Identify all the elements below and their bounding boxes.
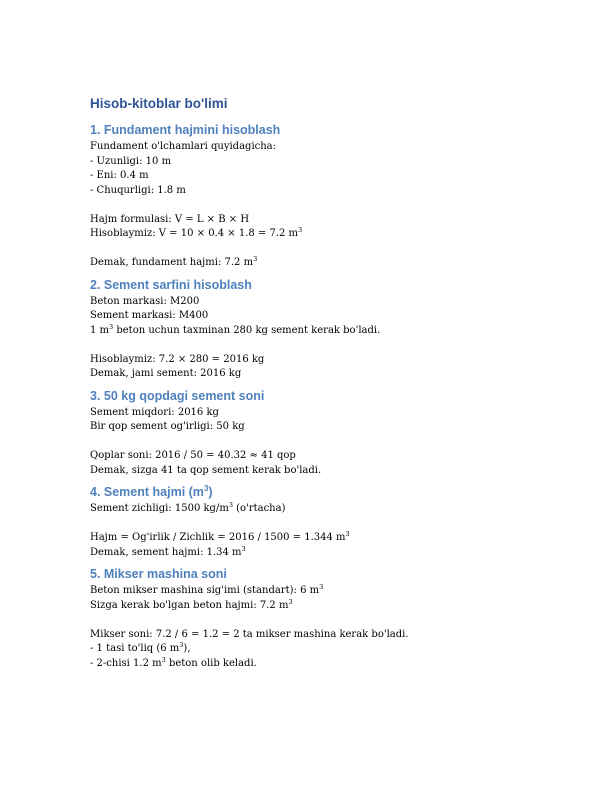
superscript-3: 3 bbox=[228, 501, 233, 509]
section-heading: 4. Sement hajmi $(m^3)$ bbox=[90, 484, 213, 499]
blank-line bbox=[90, 435, 530, 450]
superscript-3: 3 bbox=[253, 255, 258, 263]
body-line: Demak, sement hajmi: 1.34 $m^3$ bbox=[90, 544, 246, 558]
blank-line bbox=[90, 517, 530, 532]
body-line: Beton markasi: M200 bbox=[90, 295, 200, 307]
blank-line bbox=[90, 613, 530, 628]
superscript-3: 3 bbox=[298, 226, 303, 234]
superscript-3: 3 bbox=[109, 322, 114, 331]
superscript-3: 3 bbox=[345, 530, 350, 538]
body-line: Hajm = Og'irlik / Zichlik = 2016 / 1500 = 1.344 $m^3$ bbox=[90, 530, 350, 543]
section-4 bbox=[90, 485, 530, 560]
body-line: - 2-chisi 1.2 $m^3$ beton olib keladi. bbox=[90, 655, 257, 669]
body-line: Sement zichligi: 1500 $kg/m^3$ (o'rtacha) bbox=[90, 501, 286, 514]
superscript-3: 3 bbox=[319, 583, 324, 591]
body-line: Demak, fundament hajmi: 7.2 $m^3$ bbox=[90, 255, 258, 268]
blank-line bbox=[90, 242, 530, 257]
body-line: Sement markasi: M400 bbox=[90, 310, 209, 321]
body-line: Sizga kerak bo'lgan beton hajmi: 7.2 $m^3$ bbox=[90, 597, 293, 611]
body-line: Sement miqdori: 2016 kg bbox=[90, 406, 219, 418]
body-line: Hisoblaymiz: 7.2 × 280 = 2016 kg bbox=[90, 353, 265, 365]
blank-line bbox=[90, 198, 530, 213]
body-line: Demak, jami sement: 2016 kg bbox=[90, 368, 242, 379]
body-line: Hisoblaymiz: V = 10 × 0.4 × 1.8 = 7.2 $m^3$ bbox=[90, 226, 303, 239]
body-line: - 1 tasi to'liq (6 $m^3$), bbox=[90, 641, 191, 654]
body-line: Qoplar soni: 2016 / 50 = 40.32 ≈ 41 qop bbox=[90, 450, 296, 461]
body-line: - Uzunligi: 10 m bbox=[90, 155, 172, 167]
body-line: Mikser soni: 7.2 / 6 = 1.2 = 2 ta mikser mashina kerak bo'ladi. bbox=[90, 628, 409, 640]
body-line: Demak, sizga 41 ta qop sement kerak bo'ladi. bbox=[90, 464, 322, 476]
body-line: 1 $m^3$ beton uchun taxminan 280 kg sement kerak bo'ladi. bbox=[90, 322, 381, 336]
section-3 bbox=[90, 389, 530, 479]
superscript-3: 3 bbox=[161, 655, 166, 664]
section-heading: 2. Sement sarfini hisoblash bbox=[90, 277, 252, 292]
section-heading: 5. Mikser mashina soni bbox=[90, 567, 227, 581]
body-line: - Eni: 0.4 m bbox=[90, 170, 149, 181]
body-line: - Chuqurligi: 1.8 m bbox=[90, 184, 186, 196]
document-page bbox=[90, 96, 530, 678]
superscript-3: 3 bbox=[179, 641, 184, 649]
body-line: Fundament o'lchamlari quyidagicha: bbox=[90, 141, 277, 152]
section-heading: 1. Fundament hajmini hisoblash bbox=[90, 123, 281, 137]
section-5 bbox=[90, 567, 530, 671]
section-1 bbox=[90, 123, 530, 271]
superscript-3: 3 bbox=[288, 597, 293, 606]
body-line: Hajm formulasi: V = L × B × H bbox=[90, 213, 250, 225]
section-heading: 3. 50 kg qopdagi sement soni bbox=[90, 388, 265, 403]
document-title: Hisob-kitoblar bo'limi bbox=[90, 96, 228, 111]
body-line: Bir qop sement og'irligi: 50 kg bbox=[90, 421, 245, 432]
sections-container bbox=[90, 123, 530, 671]
section-2 bbox=[90, 278, 530, 382]
blank-line bbox=[90, 338, 530, 353]
superscript-3: 3 bbox=[241, 544, 246, 553]
body-line: Beton mikser mashina sig'imi (standart): 6 $m^3$ bbox=[90, 583, 324, 596]
superscript-3: 3 bbox=[203, 484, 209, 493]
